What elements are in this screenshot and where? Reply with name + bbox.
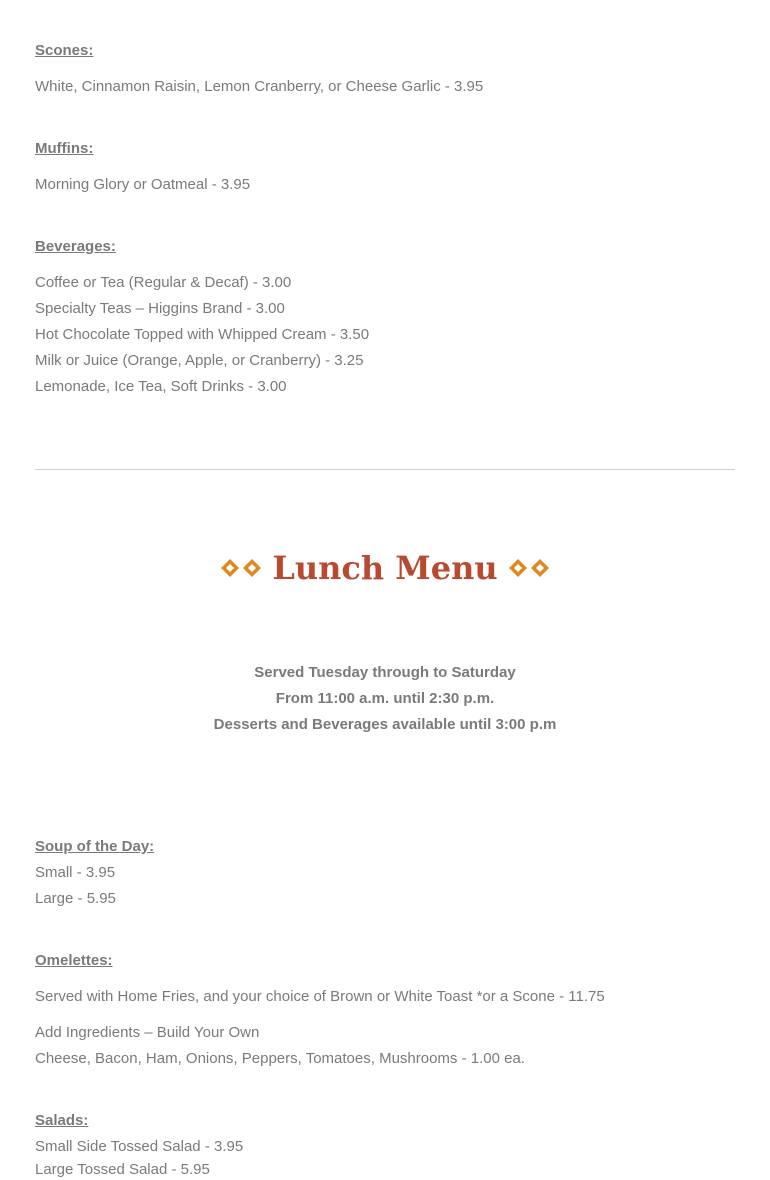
- soup-item: Small - 3.95: [35, 864, 116, 881]
- beverage-item: Coffee or Tea (Regular & Decaf) - 3.00: [35, 274, 292, 291]
- lunch-hours-time: From 11:00 a.m. until 2:30 p.m.: [275, 690, 495, 707]
- soup-heading: Soup of the Day:: [35, 838, 155, 855]
- soup-item: Large - 5.95: [35, 890, 116, 907]
- diamond-ornament-icon: [218, 556, 264, 580]
- scones-heading: Scones:: [35, 42, 94, 59]
- muffins-heading: Muffins:: [35, 140, 94, 157]
- diamond-ornament-icon: [506, 556, 552, 580]
- section-divider: [35, 469, 735, 470]
- salad-item: Large Tossed Salad - 5.95: [35, 1161, 210, 1178]
- omelettes-add-heading: Add Ingredients – Build Your Own: [35, 1024, 260, 1041]
- beverage-item: Hot Chocolate Topped with Whipped Cream - 3.50: [35, 326, 370, 343]
- beverage-item: Lemonade, Ice Tea, Soft Drinks - 3.00: [35, 378, 287, 395]
- beverages-heading: Beverages:: [35, 238, 116, 255]
- lunch-hours-desserts: Desserts and Beverages available until 3:00 p.m: [213, 716, 557, 733]
- scones-item: White, Cinnamon Raisin, Lemon Cranberry, or Cheese Garlic - 3.95: [35, 78, 484, 95]
- beverage-item: Milk or Juice (Orange, Apple, or Cranberry) - 3.25: [35, 352, 364, 369]
- muffins-item: Morning Glory or Oatmeal - 3.95: [35, 176, 251, 193]
- omelettes-add-items: Cheese, Bacon, Ham, Onions, Peppers, Tomatoes, Mushrooms - 1.00 ea.: [35, 1050, 525, 1067]
- lunch-menu-title-text: Lunch Menu: [272, 549, 498, 587]
- omelettes-heading: Omelettes:: [35, 952, 113, 969]
- beverage-item: Specialty Teas – Higgins Brand - 3.00: [35, 300, 285, 317]
- salads-heading: Salads:: [35, 1112, 89, 1129]
- salad-item: Small Side Tossed Salad - 3.95: [35, 1138, 244, 1155]
- lunch-hours-days: Served Tuesday through to Saturday: [254, 664, 516, 681]
- lunch-menu-title: [35, 545, 735, 591]
- omelettes-description: Served with Home Fries, and your choice of Brown or White Toast *or a Scone - 11.75: [35, 988, 605, 1005]
